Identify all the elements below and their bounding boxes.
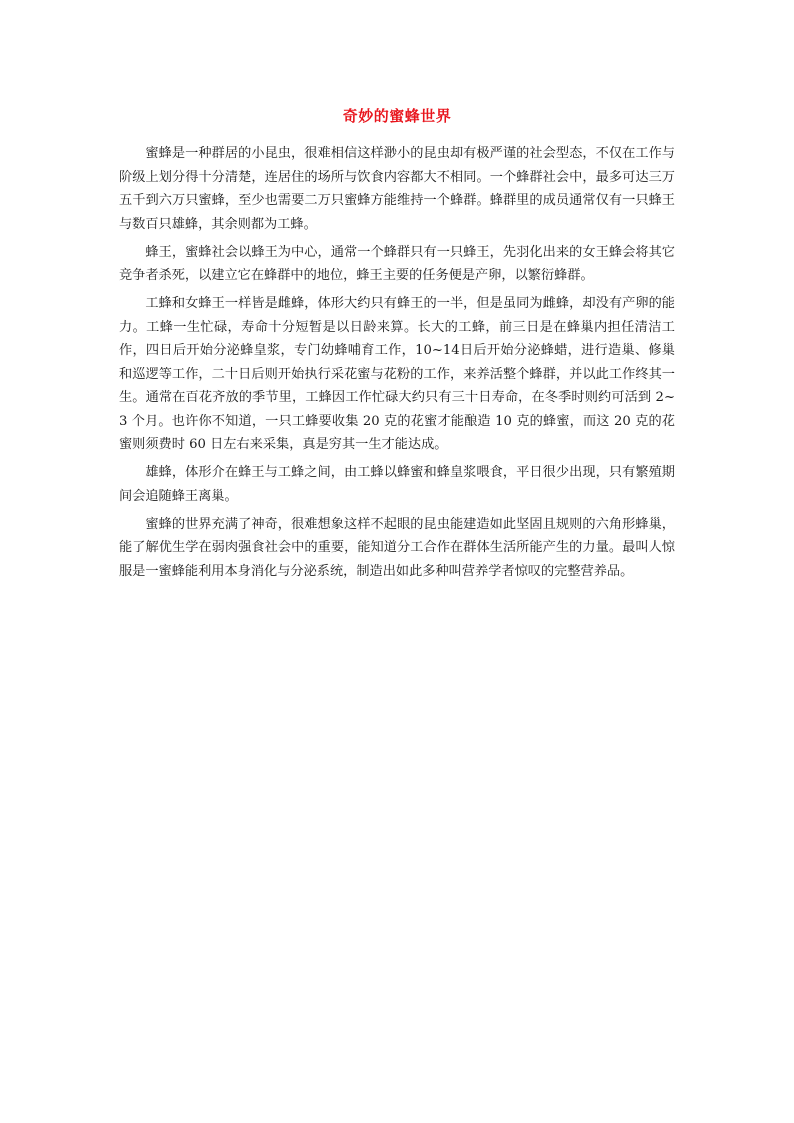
document-page: [119, 103, 675, 588]
paragraph-drone: 雄蜂，体形介在蜂王与工蜂之间，由工蜂以蜂蜜和蜂皇浆喂食，平日很少出现，只有繁殖期间会追随蜂王离巢。: [119, 465, 675, 504]
paragraph-queen: 蜂王，蜜蜂社会以蜂王为中心，通常一个蜂群只有一只蜂王，先羽化出来的女王蜂会将其它竞争者杀死，以建立它在蜂群中的地位，蜂王主要的任务便是产卵，以繁衍蜂群。: [119, 244, 675, 283]
paragraph-conclusion: 蜜蜂的世界充满了神奇，很难想象这样不起眼的昆虫能建造如此坚固且规则的六角形蜂巢，能了解优生学在弱肉强食社会中的重要，能知道分工合作在群体生活所能产生的力量。最叫人惊服是一蜜蜂能利用本身消化与分泌系统，制造出如此多种叫营养学者惊叹的完整营养品。: [119, 516, 675, 579]
document-title: 奇妙的蜜蜂世界: [342, 107, 452, 125]
paragraph-worker: 工蜂和女蜂王一样皆是雌蜂，体形大约只有蜂王的一半，但是虽同为雌蜂，却没有产卵的能力。工蜂一生忙碌，寿命十分短暂是以日龄来算。长大的工蜂，前三日是在蜂巢内担任清洁工作，四日后开始分泌蜂皇浆，专门幼蜂哺育工作，10~14日后开始分泌蜂蜡，进行造巢、修巢和巡逻等工作，二十日后则开始执行采花蜜与花粉的工作，来养活整个蜂群，并以此工作终其一生。通常在百花齐放的季节里，工蜂因工作忙碌大约只有三十日寿命，在冬季时则约可活到 2~3 个月。也许你不知道，一只工蜂要收集 20 克的花蜜才能酿造 10 克的蜂蜜，而这 20 克的花蜜则须费时 60 日左右来采集，真是穷其一生才能达成。: [119, 296, 675, 452]
paragraph-intro: 蜜蜂是一种群居的小昆虫，很难相信这样渺小的昆虫却有极严谨的社会型态，不仅在工作与阶级上划分得十分清楚，连居住的场所与饮食内容都大不相同。一个蜂群社会中，最多可达三万五千到六万只蜜蜂，至少也需要二万只蜜蜂方能维持一个蜂群。蜂群里的成员通常仅有一只蜂王与数百只雄蜂，其余则都为工蜂。: [119, 146, 675, 232]
